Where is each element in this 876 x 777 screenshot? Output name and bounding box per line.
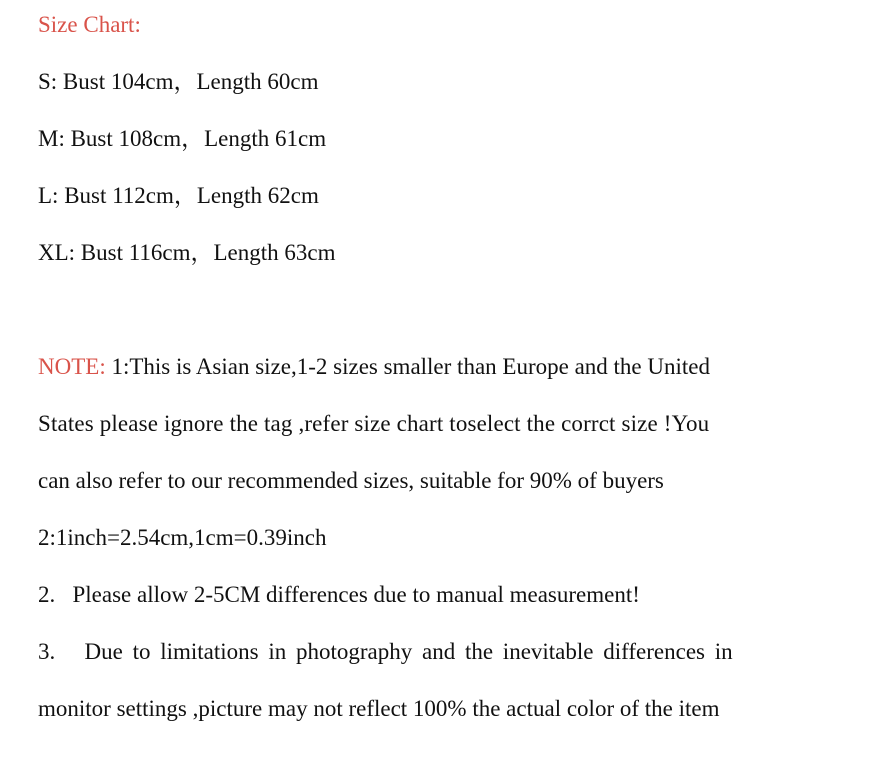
note-text-1: 1:This is Asian size,1-2 sizes smaller than Europe and the United xyxy=(111,354,710,379)
size-row-s: S: Bust 104cm，Length 60cm xyxy=(38,69,319,94)
size-row-l: L: Bust 112cm，Length 62cm xyxy=(38,183,319,208)
note-line-1 xyxy=(38,352,710,382)
size-chart-heading: Size Chart: xyxy=(38,12,141,37)
note-line-5: 2. Please allow 2-5CM differences due to manual measurement! xyxy=(38,582,640,607)
size-row-m: M: Bust 108cm，Length 61cm xyxy=(38,126,327,151)
note-label: NOTE: xyxy=(38,354,106,379)
note-line-6: 3. Due to limitations in photography and the inevitable differences in xyxy=(38,639,733,664)
size-row-xl: XL: Bust 116cm，Length 63cm xyxy=(38,240,336,265)
note-line-3: can also refer to our recommended sizes, suitable for 90% of buyers xyxy=(38,468,664,493)
note-line-7: monitor settings ,picture may not reflect 100% the actual color of the item xyxy=(38,696,720,721)
note-line-4: 2:1inch=2.54cm,1cm=0.39inch xyxy=(38,525,327,550)
note-line-2: States please ignore the tag ,refer size chart toselect the corrct size !You xyxy=(38,411,710,436)
